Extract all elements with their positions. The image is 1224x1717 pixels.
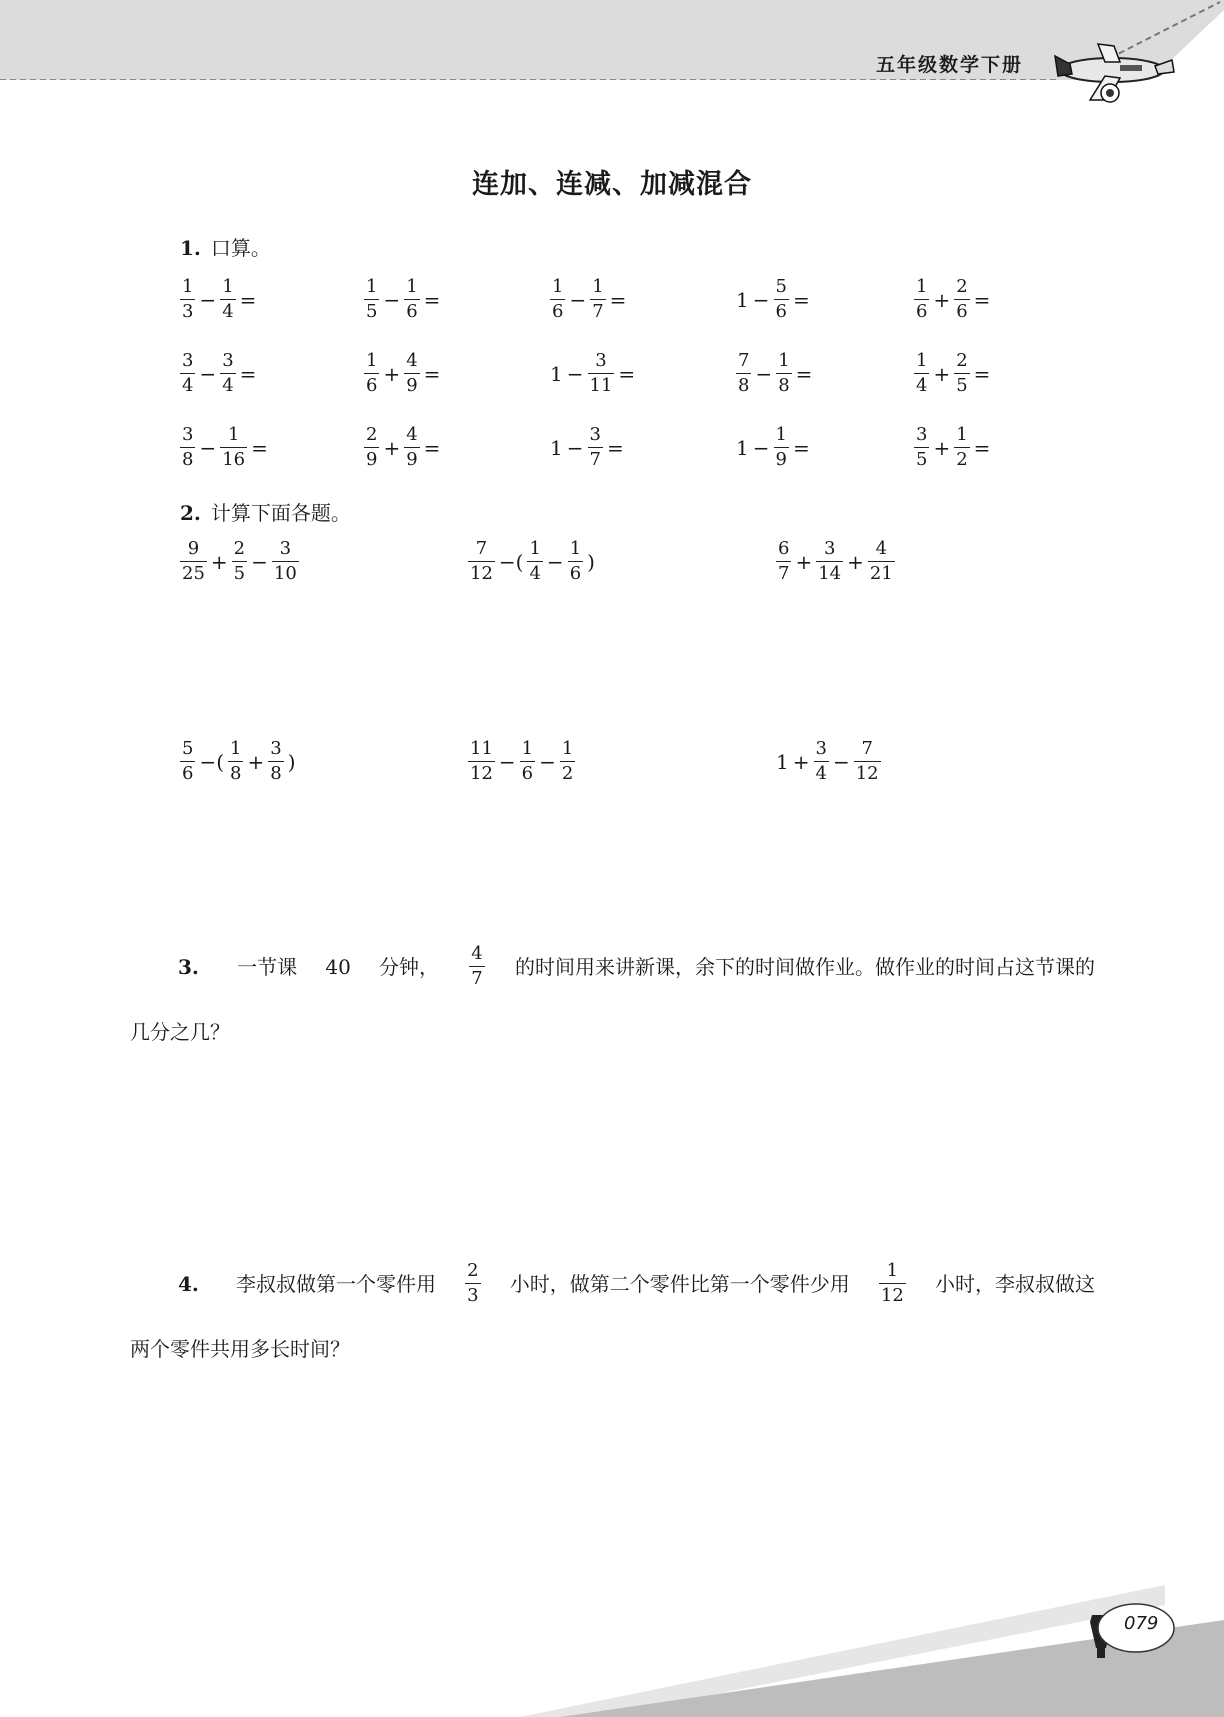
denominator: 11 — [589, 375, 613, 396]
fraction — [814, 740, 829, 783]
expr-text: − — [199, 435, 217, 460]
problem-text: 小时，李叔叔做这 — [934, 1271, 1095, 1296]
expr-text: + — [933, 287, 951, 312]
numerator: 1 — [956, 424, 968, 445]
numerator: 1 — [778, 350, 790, 371]
fraction — [520, 740, 535, 783]
denominator: 6 — [916, 301, 928, 322]
fraction — [404, 352, 419, 395]
expr-text: − — [569, 287, 587, 312]
numerator: 4 — [875, 538, 888, 559]
expr-text: − — [755, 361, 773, 386]
fraction — [220, 352, 235, 395]
numerator: 2 — [956, 350, 968, 371]
denominator: 9 — [366, 449, 378, 470]
oral-expression — [912, 426, 992, 469]
fraction — [776, 540, 791, 583]
denominator: 4 — [529, 563, 541, 584]
fraction — [272, 540, 299, 583]
numerator: 1 — [886, 1260, 899, 1281]
problem-3-line-1 — [130, 945, 1095, 988]
calculation-expression — [466, 540, 597, 583]
numerator: 1 — [916, 276, 928, 297]
oral-expression — [178, 278, 258, 321]
fraction — [220, 278, 235, 321]
denominator: 4 — [222, 375, 234, 396]
oral-expression — [548, 352, 637, 395]
fraction — [954, 426, 969, 469]
expr-text: = — [239, 287, 257, 312]
denominator: 6 — [366, 375, 378, 396]
denominator: 10 — [273, 563, 297, 584]
numerator: 3 — [589, 424, 601, 445]
numerator: 1 — [569, 538, 582, 559]
denominator: 5 — [366, 301, 378, 322]
denominator: 12 — [855, 763, 879, 784]
denominator: 5 — [916, 449, 928, 470]
expr-text: ) — [287, 749, 296, 774]
problem-number: 4. — [178, 1271, 199, 1296]
fraction — [404, 278, 419, 321]
fraction — [954, 352, 969, 395]
denominator: 7 — [778, 563, 790, 584]
expr-text: − — [566, 435, 584, 460]
expr-text: = — [973, 287, 991, 312]
section-2-title: 计算下面各题。 — [210, 501, 351, 525]
fraction — [816, 540, 843, 583]
problem-4-line-1 — [130, 1262, 1095, 1305]
denominator: 6 — [182, 763, 194, 784]
fraction — [550, 278, 565, 321]
fraction — [736, 352, 751, 395]
denominator: 16 — [222, 449, 246, 470]
numerator: 7 — [738, 350, 750, 371]
problem-number: 3. — [178, 954, 199, 979]
fraction — [364, 426, 379, 469]
fraction — [854, 740, 881, 783]
denominator: 12 — [880, 1285, 904, 1306]
expr-text: = — [973, 361, 991, 386]
section-2-heading — [180, 497, 351, 526]
denominator: 9 — [406, 449, 418, 470]
problem-lead — [130, 953, 209, 981]
oral-expression — [548, 278, 628, 321]
numerator: 2 — [467, 1260, 479, 1281]
problem-lead — [130, 1270, 209, 1298]
problem-4 — [130, 1262, 1095, 1363]
numerator: 1 — [521, 738, 534, 759]
numerator: 5 — [775, 276, 787, 297]
numerator: 1 — [230, 738, 242, 759]
expr-text: + — [795, 549, 813, 574]
numerator: 4 — [406, 350, 418, 371]
fraction — [590, 278, 605, 321]
oral-expression — [734, 426, 812, 469]
denominator: 6 — [569, 563, 582, 584]
oral-expression — [362, 278, 442, 321]
calculation-expression — [466, 740, 577, 783]
fraction — [568, 540, 583, 583]
expr-text: + — [792, 749, 810, 774]
denominator: 12 — [470, 763, 493, 784]
expr-text: = — [423, 435, 441, 460]
denominator: 8 — [270, 763, 282, 784]
fraction — [469, 945, 484, 988]
denominator: 25 — [182, 563, 205, 584]
fraction — [776, 352, 791, 395]
expr-text: + — [210, 549, 228, 574]
expr-text: = — [251, 435, 268, 460]
problem-text: 的时间用来讲新课，余下的时间做作业。做作业的时间占这节课的 — [514, 954, 1095, 979]
expr-text: − — [752, 435, 770, 460]
denominator: 9 — [406, 375, 418, 396]
expr-text: + — [383, 435, 401, 460]
fraction — [228, 740, 243, 783]
numerator: 3 — [182, 424, 194, 445]
denominator: 2 — [956, 449, 968, 470]
section-1-heading — [180, 232, 271, 261]
problem-text: 40 — [325, 954, 351, 979]
numerator: 3 — [595, 350, 607, 371]
problem-text: 分钟， — [379, 954, 440, 979]
denominator: 7 — [592, 301, 604, 322]
expr-text: − — [383, 287, 401, 312]
expr-text: = — [792, 435, 810, 460]
page-number: 079 — [1124, 1613, 1159, 1634]
expr-text: = — [973, 435, 991, 460]
denominator: 14 — [818, 563, 842, 584]
expr-text: 1 — [550, 435, 563, 460]
expr-text: 1 — [776, 749, 789, 774]
numerator: 11 — [470, 738, 493, 759]
expr-text: + — [247, 749, 265, 774]
fraction — [180, 426, 195, 469]
numerator: 7 — [475, 538, 488, 559]
oral-expression — [734, 278, 812, 321]
expr-text: = — [423, 287, 441, 312]
fraction — [879, 1262, 906, 1305]
denominator: 4 — [182, 375, 194, 396]
numerator: 4 — [406, 424, 418, 445]
numerator: 3 — [270, 738, 282, 759]
fraction — [588, 426, 603, 469]
expr-text: 1 — [736, 435, 749, 460]
numerator: 1 — [222, 276, 234, 297]
numerator: 1 — [552, 276, 564, 297]
airplane-icon — [1050, 38, 1180, 113]
expr-text: = — [792, 287, 810, 312]
expr-text: = — [239, 361, 257, 386]
denominator: 9 — [775, 449, 787, 470]
problem-text: 李叔叔做第一个零件用 — [236, 1271, 437, 1296]
numerator: 2 — [956, 276, 968, 297]
expr-text: − — [832, 749, 850, 774]
numerator: 1 — [182, 276, 194, 297]
expr-text: − — [566, 361, 584, 386]
footer-decoration — [0, 1560, 1224, 1717]
page-title: 连加、连减、加减混合 — [472, 169, 752, 200]
denominator: 4 — [222, 301, 234, 322]
expr-text: = — [606, 435, 624, 460]
denominator: 6 — [521, 763, 534, 784]
expr-text: = — [795, 361, 813, 386]
numerator: 1 — [366, 350, 378, 371]
denominator: 3 — [467, 1285, 479, 1306]
numerator: 2 — [233, 538, 246, 559]
expr-text: = — [609, 287, 627, 312]
expr-text: − — [539, 749, 556, 774]
denominator: 8 — [778, 375, 790, 396]
numerator: 6 — [778, 538, 790, 559]
denominator: 8 — [230, 763, 242, 784]
expr-text: −( — [199, 749, 225, 774]
fraction — [268, 740, 283, 783]
oral-expression — [734, 352, 814, 395]
fraction — [914, 352, 929, 395]
calculation-expression — [178, 740, 298, 783]
fraction — [774, 278, 789, 321]
fraction — [527, 540, 542, 583]
fraction — [220, 426, 247, 469]
denominator: 6 — [956, 301, 968, 322]
expr-text: − — [546, 549, 564, 574]
numerator: 3 — [823, 538, 836, 559]
fraction — [588, 352, 615, 395]
expr-text: − — [498, 749, 516, 774]
fraction — [560, 740, 575, 783]
problem-4-line-2: 两个零件共用多长时间？ — [130, 1337, 350, 1361]
numerator: 2 — [366, 424, 378, 445]
numerator: 9 — [187, 538, 200, 559]
expr-text: − — [752, 287, 770, 312]
section-1-number: 1. — [180, 236, 201, 260]
calculation-expression — [178, 540, 301, 583]
fraction — [914, 278, 929, 321]
numerator: 1 — [366, 276, 378, 297]
numerator: 5 — [182, 738, 194, 759]
fraction — [180, 740, 195, 783]
expr-text: 1 — [736, 287, 749, 312]
book-title: 五年级数学下册 — [876, 54, 1024, 76]
denominator: 2 — [561, 763, 574, 784]
denominator: 5 — [956, 375, 968, 396]
fraction — [364, 278, 379, 321]
fraction — [364, 352, 379, 395]
numerator: 1 — [775, 424, 787, 445]
problem-text: 小时，做第二个零件比第一个零件少用 — [509, 1271, 850, 1296]
denominator: 7 — [471, 968, 483, 989]
denominator: 7 — [589, 449, 601, 470]
expr-text: + — [933, 435, 951, 460]
fraction — [232, 540, 247, 583]
denominator: 6 — [406, 301, 418, 322]
denominator: 6 — [775, 301, 787, 322]
denominator: 8 — [182, 449, 194, 470]
denominator: 12 — [470, 563, 493, 584]
numerator: 4 — [471, 943, 483, 964]
section-2-number: 2. — [180, 501, 201, 525]
numerator: 7 — [861, 738, 873, 759]
numerator: 3 — [279, 538, 292, 559]
expr-text: − — [199, 361, 217, 386]
numerator: 1 — [592, 276, 604, 297]
calculation-expression — [774, 740, 883, 783]
oral-expression — [912, 278, 992, 321]
fraction — [954, 278, 969, 321]
numerator: 3 — [222, 350, 234, 371]
expr-text: − — [199, 287, 217, 312]
expr-text: + — [847, 549, 864, 574]
oral-expression — [362, 426, 442, 469]
oral-expression — [548, 426, 626, 469]
numerator: 1 — [916, 350, 928, 371]
fraction — [404, 426, 419, 469]
denominator: 6 — [552, 301, 564, 322]
fraction — [468, 740, 495, 783]
numerator: 1 — [561, 738, 574, 759]
numerator: 1 — [227, 424, 240, 445]
fraction — [774, 426, 789, 469]
expr-text: 1 — [550, 361, 563, 386]
problem-3 — [130, 945, 1095, 1046]
fraction — [468, 540, 495, 583]
numerator: 3 — [916, 424, 928, 445]
expr-text: ) — [587, 549, 595, 574]
oral-expression — [178, 352, 258, 395]
header-band — [0, 0, 1224, 80]
problem-3-line-2: 几分之几？ — [130, 1020, 230, 1044]
fraction — [180, 352, 195, 395]
fraction — [180, 540, 207, 583]
denominator: 3 — [182, 301, 194, 322]
denominator: 4 — [916, 375, 928, 396]
oral-expression — [912, 352, 992, 395]
expr-text: + — [933, 361, 951, 386]
fraction — [465, 1262, 480, 1305]
denominator: 21 — [869, 563, 893, 584]
expr-text: = — [618, 361, 636, 386]
numerator: 3 — [182, 350, 194, 371]
oral-expression — [362, 352, 442, 395]
fraction — [868, 540, 895, 583]
numerator: 1 — [406, 276, 418, 297]
numerator: 3 — [815, 738, 827, 759]
numerator: 1 — [529, 538, 541, 559]
oral-expression — [178, 426, 270, 469]
problem-text: 一节课 — [237, 954, 298, 979]
calculation-expression — [774, 540, 897, 583]
section-1-title: 口算。 — [210, 236, 271, 260]
fraction — [180, 278, 195, 321]
denominator: 5 — [233, 563, 246, 584]
expr-text: − — [251, 549, 268, 574]
expr-text: + — [383, 361, 401, 386]
fraction — [914, 426, 929, 469]
expr-text: −( — [498, 549, 524, 574]
denominator: 8 — [738, 375, 750, 396]
denominator: 4 — [815, 763, 827, 784]
expr-text: = — [423, 361, 441, 386]
